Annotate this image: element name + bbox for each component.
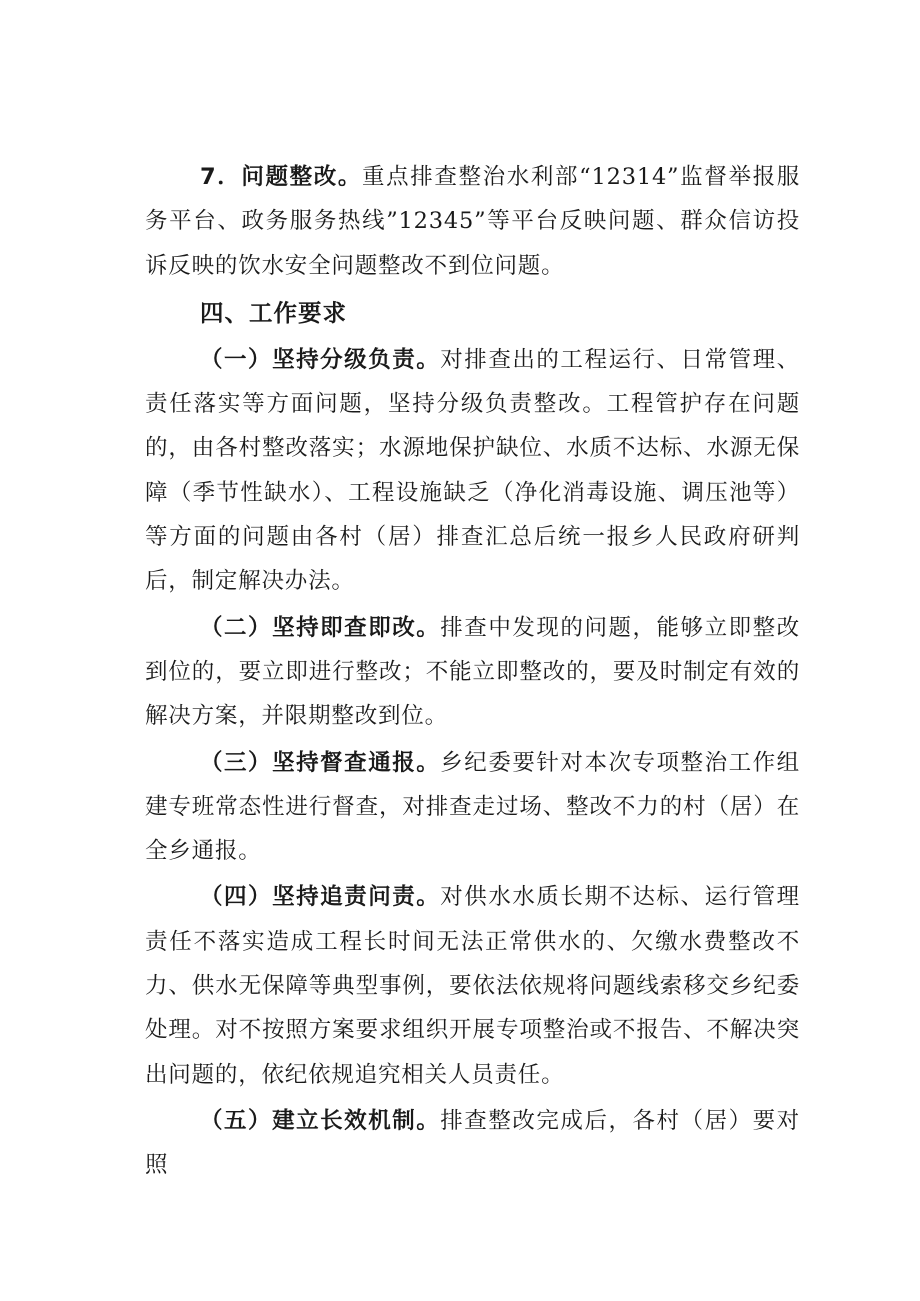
section-heading-work-requirements: 四、工作要求 [200,298,347,327]
paragraph-text: 对供水水质长期不达标、运行管理责任不落实造成工程长时间无法正常供水的、欠缴水费整改不力、供水无保障等典型事例，要依法依规将问题线索移交乡纪委处理。对不按照方案要求组织开展专项整治或不报告、不解决突出问题的，依纪依规追究相关人员责任。 [145,884,800,1088]
paragraph-text: 乡纪委要针对本次专项整治工作组建专班常态性进行督查，对排查走过场、整改不力的村（居）在全乡通报。 [145,749,800,865]
paragraph-lead: 7．问题整改。 [200,164,363,190]
paragraph-problem-rectification [145,155,800,288]
paragraph-accountability [145,875,800,1096]
paragraph-long-term-mechanism [145,1099,800,1188]
paragraph-text: 排查中发现的问题，能够立即整改到位的，要立即进行整改；不能立即整改的，要及时制定有效的解决方案，并限期整改到位。 [145,614,800,730]
paragraph-text: 重点排查整治水利部“12314”监督举报服务平台、政务服务热线”12345”等平台反映问题、群众信访投诉反映的饮水安全问题整改不到位问题。 [145,164,800,279]
paragraph-lead: （五）建立长效机制。 [200,1107,441,1134]
paragraph-lead: （四）坚持追责问责。 [200,884,441,911]
paragraph-lead: （一）坚持分级负责。 [200,346,441,373]
paragraph-lead: （三）坚持督查通报。 [200,749,441,776]
paragraph-text: 对排查出的工程运行、日常管理、责任落实等方面问题，坚持分级负责整改。工程管护存在问题的，由各村整改落实；水源地保护缺位、水质不达标、水源无保障（季节性缺水）、工程设施缺乏（净化消毒设施、调压池等）等方面的问题由各村（居）排查汇总后统一报乡人民政府研判后，制定解决办法。 [145,346,800,595]
paragraph-supervision-notification [145,741,800,874]
document-body [145,155,800,1190]
paragraph-immediate-rectification [145,606,800,739]
paragraph-graded-responsibility [145,338,800,604]
paragraph-lead: （二）坚持即查即改。 [200,614,441,641]
paragraph-text: 排查整改完成后，各村（居）要对照 [145,1107,800,1179]
